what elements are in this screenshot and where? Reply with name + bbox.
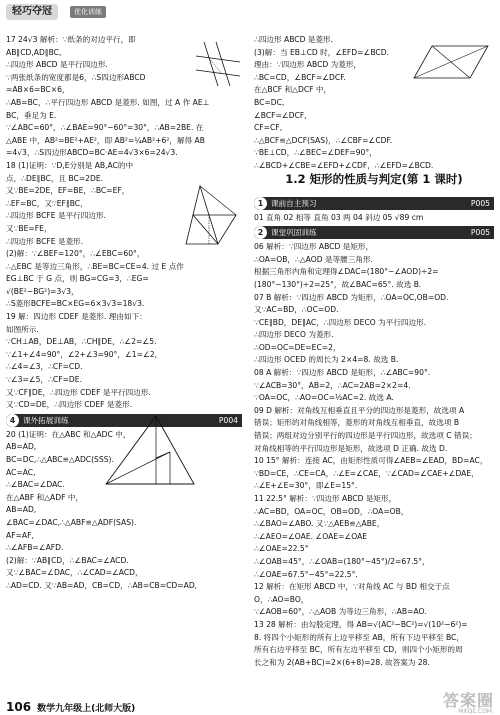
figure-rhombus-abcd [410, 42, 492, 82]
section-bar-number: 1 [254, 197, 267, 210]
text-line: 10 15° 解析：连接 AC，由矩形性质可得∠AEB=∠EAD，BD=AC， [254, 456, 488, 466]
diagonal [414, 46, 488, 78]
text-line: 在△BCF 和△DCF 中， [254, 85, 332, 95]
text-line: 又∵CD=DE，∴四边形 CDEF 是菱形. [6, 400, 133, 410]
text-line: (2)解：∵AB∥CD，∴∠BAC=∠ACD. [6, 555, 129, 565]
text-line: ∵∠ACB=30°，AB=2，∴AC=2AB=2×2=4. [254, 380, 411, 390]
text-line: 12 解析：在矩形 ABCD 中，∵对角线 AC 与 BD 相交于点 [254, 582, 450, 592]
text-line: ∵BE⊥CD，∴∠BEC=∠DEF=90°， [254, 148, 377, 158]
text-line: (3)解：当 EB⊥CD 时，∠EFD=∠BCD. [254, 47, 389, 57]
left-column [6, 34, 242, 593]
text-line: ∴四边形 ABCD 是平行四边形. [6, 60, 108, 70]
text-line: ∵∠3=∠5，∴CF=DE. [6, 375, 82, 385]
strip-edge [196, 70, 240, 76]
figure-rhombus-strips [196, 40, 240, 88]
text-line: BC，垂足为 E. [6, 110, 57, 120]
text-line: ∴四边形 ABCD 是菱形. [254, 35, 334, 44]
figure-problem-19 [100, 412, 200, 490]
watermark-logo: 答案圈 [442, 691, 494, 710]
text-line: (2)解：∵∠BEF=120°，∴∠EBC=60°， [6, 249, 145, 259]
text-line: ∴四边形 DECO 为菱形. [254, 330, 334, 340]
text-line: ∴AB=BC，∴平行四边形 ABCD 是菱形. 如图，过 A 作 AE⊥ [6, 97, 210, 107]
text-line: △ABE 中，AB²=BE²+AE²，即 AB²=¼AB²+6²，解得 AB [6, 135, 205, 145]
text-line: 点，∴DE∥BC，且 BC=2DE. [6, 173, 104, 183]
text-line: 17 24√3 解析：∵纸条的对边平行，即 [6, 35, 136, 44]
text-line: ∴AC=BD，OA=OC，OB=OD，∴OA=OB， [254, 506, 409, 516]
text-line: ∴∠BAO=∠ABO. 又∵△AEB≌△ABE， [254, 519, 385, 529]
section-title: 1.2 矩形的性质与判定(第 1 课时) [285, 172, 463, 186]
height-line [209, 58, 222, 74]
text-line: ∴∠OAE=67.5°−45°=22.5°. [254, 569, 358, 579]
text-line: ∴BC=CD，∠BCF=∠DCF. [254, 72, 346, 82]
text-line: ∴△BCF≌△DCF(SAS)，∴∠CBF=∠CDF. [254, 135, 393, 145]
figure-problem-18 [178, 180, 240, 260]
text-line: 又∵∠BAC=∠DAC，∴∠CAD=∠ACD， [6, 568, 143, 578]
text-line: AF=AF, [6, 530, 34, 540]
text-line: ∴四边形 OCED 的周长为 2×4=8. 故选 B. [254, 355, 399, 365]
section-bar-label: 课外拓展训练 [23, 415, 69, 425]
text-line: ∵∠ABC=60°，∴∠BAE=90°−60°=30°，∴AB=2BE. 在 [6, 123, 204, 133]
text-line: 01 直角 02 相等 直角 03 两 04 斜边 05 √89 cm [254, 212, 424, 222]
text-line: 根据三角形内角和定理得∠DAC=(180°−∠AOD)÷2= [254, 267, 439, 277]
text-line: =4√3，∴S四边形ABCD=BC·AE=4√3×6=24√3. [6, 148, 178, 158]
text-line: ∴∠E+∠E=30°，即∠E=15°. [254, 481, 358, 491]
text-line: ∵CE∥BD，DE∥AC，∴四边形 DECO 为平行四边形. [254, 317, 427, 327]
watermark-url: MXQE.COM [458, 708, 492, 715]
text-line: ∵两张纸条的宽度都是6，∴S四边形ABCD [6, 72, 146, 82]
text-line: BC=DC,∴△ABC≌△ADC(SSS). [6, 455, 114, 464]
text-line: 08 A 解析：∵四边形 ABCD 是矩形，∴∠ABC=90°. [254, 368, 431, 378]
strip-edge [216, 42, 230, 86]
text-line: 8. 将四个小矩形的所有上边平移至 AB，所有下边平移至 BC， [254, 632, 464, 642]
text-line: ∵BD=CE，∴CE=CA，∴∠E=∠CAE，∵∠CAD=∠CAE+∠DAE， [254, 468, 479, 478]
text-line: ∠BCF=∠DCF, [254, 110, 307, 120]
text-line: ∴∠AEO=∠OAE. ∠OAE=∠OAE [254, 531, 368, 541]
section-bar-label: 课堂巩固训练 [271, 228, 317, 238]
text-line: ∴∠AFB=∠AFD. [6, 543, 64, 553]
text-line: BC=DC, [254, 97, 285, 107]
text-line: 11 22.5° 解析：∵四边形 ABCD 是矩形， [254, 494, 397, 503]
section-bar-practice [254, 226, 494, 239]
brand-logo: 轻巧夺冠 [6, 4, 58, 20]
rhombus-bcfe [193, 215, 236, 244]
section-bar-number: 4 [6, 414, 19, 427]
text-line: O，∴AO=BO， [254, 594, 309, 604]
text-line: 长之和为 2(AB+BC)=2×(6+8)=28. 故答案为 28. [254, 657, 430, 667]
text-line: ∴∠OAB=45°，∴∠OAB=(180°−45°)/2=67.5°， [254, 556, 430, 566]
page-number: 106 [6, 700, 32, 714]
strip-edge [204, 42, 218, 86]
footer-text: 数学九年级上(北师大版) [37, 704, 136, 714]
text-line: ∴∠4=∠3，∴CF=CD. [6, 362, 83, 372]
section-bar-preview [254, 197, 494, 210]
section-bar-code: P004 [218, 415, 238, 425]
text-line: ∴△EBC 是等边三角形，∴BE=BC=CE=4. 过 E 点作 [6, 261, 184, 271]
text-line: √(BE²−BG²)=3√3， [6, 286, 79, 296]
triangle-main [106, 416, 194, 484]
right-text-block-2 [254, 212, 494, 225]
text-line: AB∥CD,AD∥BC, [6, 47, 62, 57]
text-line: 对角线相等的平行四边形是矩形，故选项 D 正确. 故选 D. [254, 443, 448, 453]
text-line: 错误；两组对边分别平行的四边形是平行四边形，故选项 C 错误； [254, 431, 477, 441]
text-line: 07 B 解析：∵四边形 ABCD 为矩形，∴OA=OC,OB=OD. [254, 292, 449, 302]
text-line: 又∵AC=BD，∴OC=OD. [254, 305, 339, 315]
text-line: AC=AC, [6, 467, 36, 477]
text-line: 13 28 解析：由勾股定理，得 AB=√(AC²−BC²)=√(10²−6²)= [254, 619, 468, 629]
text-line: 在△ABF 和△ADF 中， [6, 492, 84, 502]
text-line: ∵CH⊥AB，DE⊥AB，∴CH∥DE，∴∠2=∠5. [6, 337, 157, 347]
section-bar-number: 2 [254, 226, 267, 239]
text-line: ∴四边形 BCFE 是菱形. [6, 236, 84, 246]
text-line: ∴四边形 BCFE 是平行四边形. [6, 211, 106, 221]
text-line: 错误；矩形的对角线相等，菱形的对角线互相垂直，故选项 B [254, 418, 460, 428]
text-line: ∴∠OAE=22.5° [254, 544, 309, 554]
text-line: AB=AD, [6, 442, 37, 452]
segment [200, 186, 236, 215]
text-line: ∴∠BCD+∠CBE=∠EFD+∠CDF，∴∠EFD=∠BCD. [254, 160, 434, 170]
text-line: 06 解析：∵四边形 ABCD 是矩形， [254, 242, 374, 252]
bisector [106, 452, 170, 484]
section-bar-code: P005 [470, 228, 490, 238]
text-line: ∴EF=BC，又∵EF∥BC， [6, 198, 88, 208]
text-line: ∴OA=OB，∴△AOD 是等腰三角形. [254, 254, 373, 264]
text-line: 09 D 解析：对角线互相垂直且平分的四边形是菱形，故选项 A [254, 405, 465, 415]
brand-sub-tag: 优化训练 [70, 6, 106, 18]
text-line: ∠BAC=∠DAC,∴△ABF≌△ADF(SAS). [6, 517, 137, 527]
text-line: 又∵CF∥DE，∴四边形 CDEF 是平行四边形. [6, 387, 151, 397]
text-line: 19 解：四边形 CDEF 是菱形. 理由如下： [6, 312, 147, 322]
text-line: ∵OA=OC，∴AO=OC=½AC=2. 故选 A. [254, 393, 394, 403]
section-bar-code: P005 [470, 198, 490, 208]
segment-fd [156, 452, 170, 458]
section-bar-label: 课前自主预习 [271, 198, 317, 208]
text-line: 如图所示. [6, 324, 39, 334]
text-line: ∵∠AOB=60°，∴△AOB 为等边三角形，∴AB=AO. [254, 607, 427, 617]
text-line: AB=AD, [6, 505, 37, 515]
footer [6, 700, 135, 714]
header [0, 0, 500, 32]
right-text-block-3 [254, 241, 494, 669]
text-line: EG⊥BC 于 G 点，则 BG=CG=3，∴EG= [6, 274, 149, 284]
text-line: 又∵BE=2DE，EF=BE，∴BC=EF， [6, 186, 130, 196]
text-line: ∴AD=CD. 又∵AB=AD，CB=CD，∴AB=CB=CD=AD, [6, 580, 198, 590]
right-column [254, 34, 494, 669]
text-line: 18 (1)证明：∵D,E分别是 AB,AC的中 [6, 160, 134, 170]
text-line: ∴∠BAC=∠DAC. [6, 480, 65, 490]
text-line: ∴OD=OC=DE=EC=2， [254, 342, 341, 352]
strip-edge [196, 56, 240, 62]
text-line: =AB×6=BC×6， [6, 85, 70, 95]
text-line: 20 (1)证明：在△ABC 和△ADC 中， [6, 429, 131, 439]
text-line: 所有右边平移至 BC，所有左边平移至 CD，则四个小矩形的周 [254, 645, 463, 655]
text-line: ∵∠1+∠4=90°，∠2+∠3=90°，∠1=∠2， [6, 349, 163, 359]
text-line: (180°−130°)÷2=25°，故∠BAC=65°. 故选 B. [254, 279, 422, 289]
text-line: 理由：∵四边形 ABCD 为菱形， [254, 60, 362, 70]
text-line: CF=CF, [254, 123, 283, 133]
text-line: ∴S菱形BCFE=BC×EG=6×3√3=18√3. [6, 299, 145, 309]
text-line: 又∵BE=FE， [6, 223, 52, 233]
